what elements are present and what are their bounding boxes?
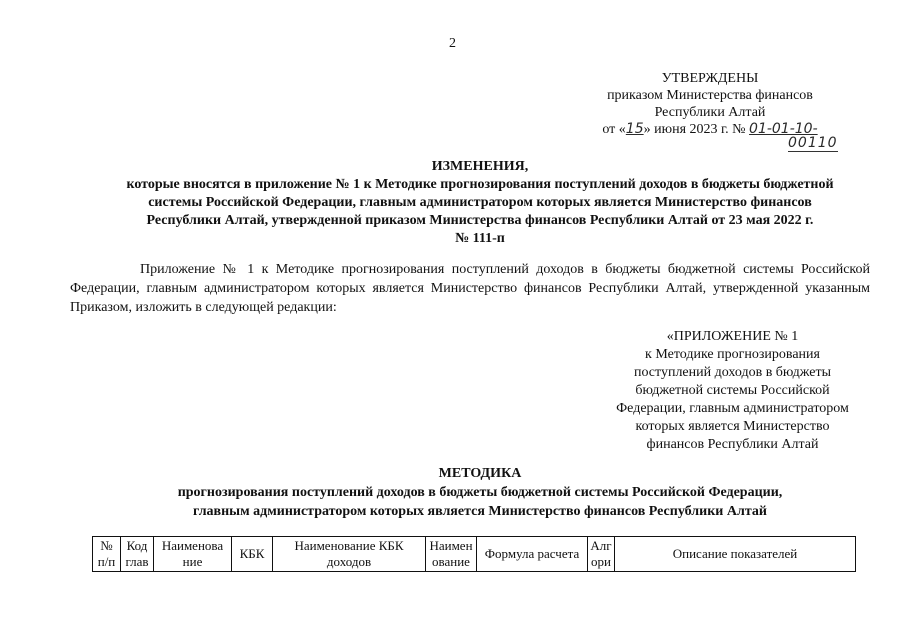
appendix-heading xyxy=(590,328,875,454)
changes-title-line-1: ИЗМЕНЕНИЯ, xyxy=(431,159,529,174)
date-suffix: » июня 2023 г. № xyxy=(643,122,746,137)
appendix-line-6: которых является Министерство xyxy=(635,419,830,434)
method-title-line-3: главным администратором которых является Министерство финансов Республики Алтай xyxy=(193,504,767,519)
table-header-cell: № п/п xyxy=(93,537,121,572)
table-header-cell: Наименова ние xyxy=(154,537,232,572)
table-header-cell: Формула расчета xyxy=(477,537,588,572)
approved-heading: УТВЕРЖДЕНЫ xyxy=(661,71,759,86)
appendix-line-3: поступлений доходов в бюджеты xyxy=(633,365,832,380)
date-prefix: от « xyxy=(602,122,626,137)
table-header-cell: КБК xyxy=(232,537,273,572)
appendix-line-1: «ПРИЛОЖЕНИЕ № 1 xyxy=(666,329,799,344)
body-paragraph xyxy=(70,260,870,317)
changes-title-line-4: Республики Алтай, утвержденной приказом Министерства финансов Республики Алтай от 23 мая 2022 г. xyxy=(146,213,814,228)
approved-line-1: приказом Министерства финансов xyxy=(607,88,813,103)
changes-title-line-5: № 111-п xyxy=(455,231,505,246)
table-header-cell: Алг ори xyxy=(588,537,615,572)
changes-title-line-2: которые вносятся в приложение № 1 к Методике прогнозирования поступлений доходов в бюджеты бюджетной xyxy=(126,177,834,192)
table-header-row xyxy=(93,537,856,572)
table-header-cell: Код глав xyxy=(121,537,154,572)
methodology-table xyxy=(92,536,856,572)
handwritten-day: 15 xyxy=(625,121,644,137)
table-header-cell: Наименование КБК доходов xyxy=(273,537,426,572)
handwritten-order-number-cont: 00110 xyxy=(788,135,838,151)
handwritten-order-number: 01-01-10- xyxy=(749,121,818,137)
method-title-line-2: прогнозирования поступлений доходов в бюджеты бюджетной системы Российской Федерации, xyxy=(177,485,783,500)
approval-stamp xyxy=(560,70,860,138)
body-paragraph-text: Приложение № 1 к Методике прогнозирования поступлений доходов в бюджеты бюджетной системы Российской Федерации, главным администратором которых является Министерство финансов Республики Алтай, утвержденной указанным Приказом, изложить в следующей редакции: xyxy=(70,262,870,315)
appendix-line-2: к Методике прогнозирования xyxy=(645,347,820,362)
page-number: 2 xyxy=(449,36,456,51)
changes-title xyxy=(95,158,865,248)
approved-line-2: Республики Алтай xyxy=(654,105,766,120)
appendix-line-7: финансов Республики Алтай xyxy=(646,437,819,452)
method-title xyxy=(95,464,865,521)
table-header-cell: Наимен ование xyxy=(426,537,477,572)
appendix-line-4: бюджетной системы Российской xyxy=(635,383,830,398)
changes-title-line-3: системы Российской Федерации, главным администратором которых является Министерство финансов xyxy=(148,195,812,210)
table-header-cell: Описание показателей xyxy=(615,537,856,572)
method-title-line-1: МЕТОДИКА xyxy=(438,466,522,481)
appendix-line-5: Федерации, главным администратором xyxy=(616,401,849,416)
